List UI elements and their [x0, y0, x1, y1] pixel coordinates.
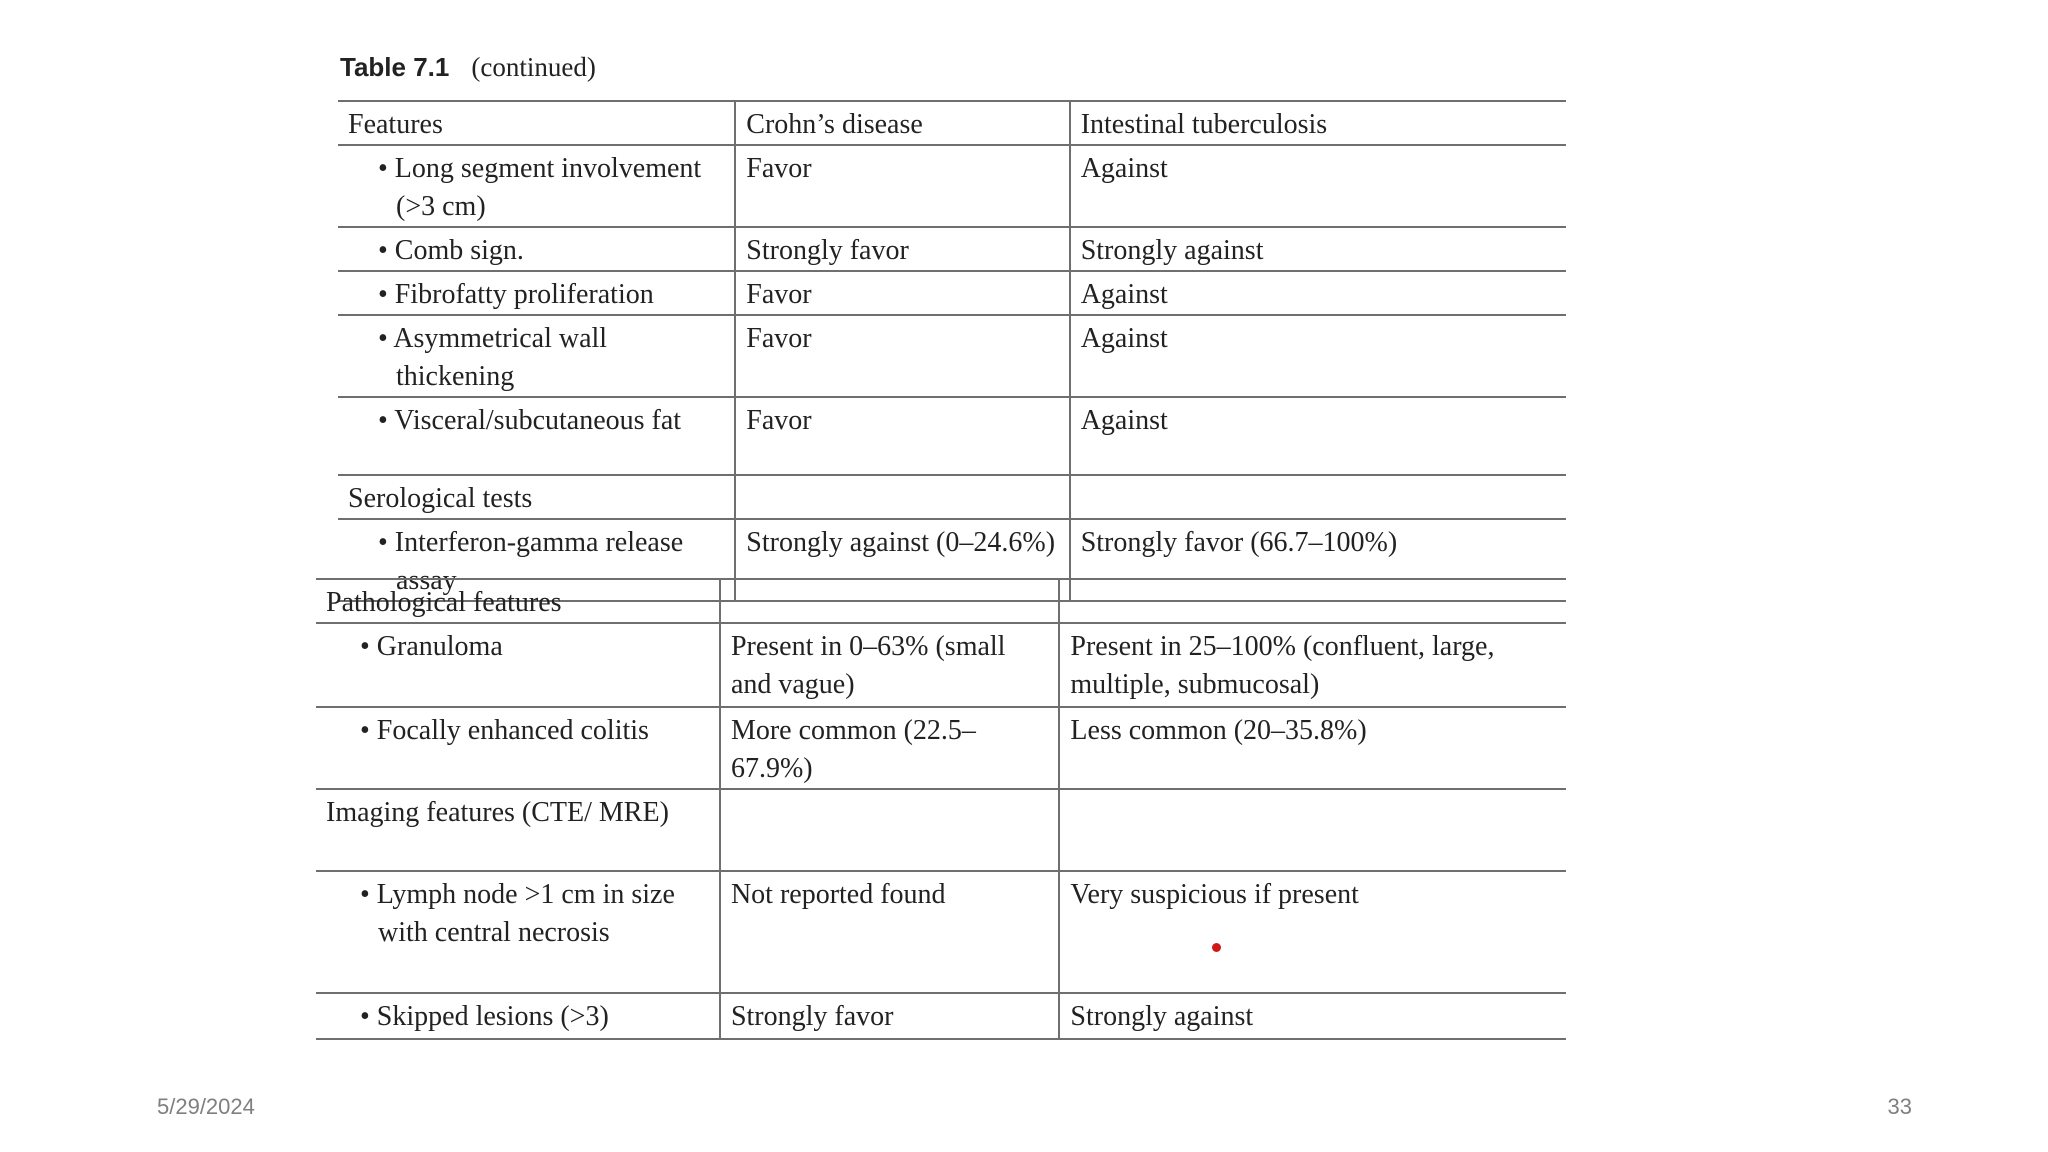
cell-intestinal-tuberculosis-text: Against — [1080, 323, 1168, 354]
table-caption-note: (continued) — [471, 52, 596, 82]
cell-feature — [338, 397, 735, 475]
cell-feature — [316, 623, 720, 707]
cell-feature — [316, 993, 720, 1039]
table-row — [338, 315, 1566, 397]
cell-crohns-disease-text: Strongly favor — [746, 235, 909, 266]
cell-crohns-disease — [720, 789, 1059, 871]
table-row — [316, 707, 1566, 789]
cell-crohns-disease — [720, 623, 1059, 707]
table-row — [338, 145, 1566, 227]
cell-crohns-disease — [720, 579, 1059, 623]
cell-feature-text: Features — [348, 109, 443, 140]
cell-feature-text: • Focally enhanced colitis — [360, 715, 649, 746]
cell-intestinal-tuberculosis-text: Strongly against — [1080, 235, 1264, 266]
cell-crohns-disease — [735, 315, 1069, 397]
cell-crohns-disease-text: Favor — [746, 153, 812, 184]
cell-feature-text: • Lymph node >1 cm in size with central necrosis — [360, 879, 675, 948]
cell-crohns-disease-text: Crohn’s disease — [746, 109, 923, 140]
table-row — [338, 397, 1566, 475]
cell-intestinal-tuberculosis-text: Very suspicious if present — [1070, 879, 1359, 910]
cell-crohns-disease — [720, 707, 1059, 789]
comparison-table-top — [338, 100, 1566, 602]
cell-feature — [338, 101, 735, 145]
cell-intestinal-tuberculosis — [1059, 993, 1566, 1039]
cell-intestinal-tuberculosis — [1070, 227, 1566, 271]
cell-intestinal-tuberculosis — [1059, 707, 1566, 789]
cell-intestinal-tuberculosis-text: Strongly against — [1070, 1001, 1254, 1032]
cell-intestinal-tuberculosis-text: Less common (20–35.8%) — [1070, 715, 1367, 746]
cell-intestinal-tuberculosis — [1059, 623, 1566, 707]
comparison-table-bottom — [316, 578, 1566, 1040]
cell-crohns-disease — [735, 227, 1069, 271]
cell-crohns-disease-text: Present in 0–63% (small and vague) — [730, 631, 1006, 700]
cell-feature-text: • Skipped lesions (>3) — [360, 1001, 609, 1032]
table-image — [316, 50, 1576, 1050]
cell-crohns-disease-text: Not reported found — [730, 879, 946, 910]
cell-crohns-disease-text: Favor — [746, 405, 812, 436]
cell-feature-text: • Comb sign. — [378, 235, 524, 266]
cell-feature-text: • Long segment involvement (>3 cm) — [378, 153, 702, 222]
cell-crohns-disease — [735, 397, 1069, 475]
cell-feature — [316, 871, 720, 993]
cell-crohns-disease-text: Favor — [746, 323, 812, 354]
cell-intestinal-tuberculosis — [1070, 397, 1566, 475]
cell-crohns-disease-text: Favor — [746, 279, 812, 310]
table-row — [338, 101, 1566, 145]
cell-intestinal-tuberculosis-text: Intestinal tuberculosis — [1080, 109, 1328, 140]
cell-intestinal-tuberculosis-text: Present in 25–100% (confluent, large, multiple, submucosal) — [1070, 631, 1495, 700]
cell-feature — [338, 227, 735, 271]
cell-feature-text: • Asymmetrical wall thickening — [378, 323, 608, 392]
cell-crohns-disease — [735, 101, 1069, 145]
cell-feature — [338, 315, 735, 397]
cell-feature-text: Pathological features — [326, 587, 562, 618]
table-row — [338, 475, 1566, 519]
slide-number: 33 — [1887, 1094, 1912, 1119]
cell-intestinal-tuberculosis — [1070, 145, 1566, 227]
cell-crohns-disease — [735, 145, 1069, 227]
cell-intestinal-tuberculosis — [1070, 475, 1566, 519]
table-number: Table 7.1 — [340, 52, 450, 82]
cell-crohns-disease-text: Strongly favor — [730, 1001, 894, 1032]
cell-intestinal-tuberculosis-text: Against — [1080, 153, 1168, 184]
cell-intestinal-tuberculosis-text: Against — [1080, 405, 1168, 436]
cell-intestinal-tuberculosis — [1070, 315, 1566, 397]
cell-feature-text: Imaging features (CTE/ MRE) — [326, 797, 669, 828]
cell-feature — [316, 789, 720, 871]
cell-feature — [338, 271, 735, 315]
table-row — [338, 271, 1566, 315]
table-row — [338, 227, 1566, 271]
table-row — [316, 871, 1566, 993]
table-row — [316, 993, 1566, 1039]
cell-feature-text: • Visceral/subcutaneous fat — [378, 405, 682, 436]
cell-crohns-disease — [720, 993, 1059, 1039]
cell-intestinal-tuberculosis-text: Against — [1080, 279, 1168, 310]
table-row — [316, 789, 1566, 871]
cell-intestinal-tuberculosis — [1070, 271, 1566, 315]
cell-crohns-disease-text: More common (22.5–67.9%) — [730, 715, 976, 784]
cell-intestinal-tuberculosis-text: Strongly favor (66.7–100%) — [1080, 527, 1398, 558]
cell-crohns-disease — [735, 475, 1069, 519]
cell-crohns-disease — [720, 871, 1059, 993]
cell-feature — [316, 579, 720, 623]
cell-intestinal-tuberculosis — [1059, 579, 1566, 623]
cell-feature-text: • Interferon-gamma release assay — [378, 527, 684, 596]
cell-intestinal-tuberculosis — [1059, 871, 1566, 993]
cell-feature-text: • Granuloma — [360, 631, 503, 662]
red-marker-dot — [1212, 943, 1221, 952]
cell-intestinal-tuberculosis — [1070, 101, 1566, 145]
cell-feature-text: • Fibrofatty proliferation — [378, 279, 654, 310]
table-row — [316, 623, 1566, 707]
cell-feature — [316, 707, 720, 789]
cell-intestinal-tuberculosis — [1059, 789, 1566, 871]
cell-crohns-disease — [735, 271, 1069, 315]
table-row — [316, 579, 1566, 623]
slide-date: 5/29/2024 — [157, 1094, 255, 1119]
table-caption — [340, 52, 596, 83]
cell-crohns-disease-text: Strongly against (0–24.6%) — [746, 527, 1056, 558]
cell-feature — [338, 475, 735, 519]
cell-feature-text: Serological tests — [348, 483, 533, 514]
cell-feature — [338, 145, 735, 227]
